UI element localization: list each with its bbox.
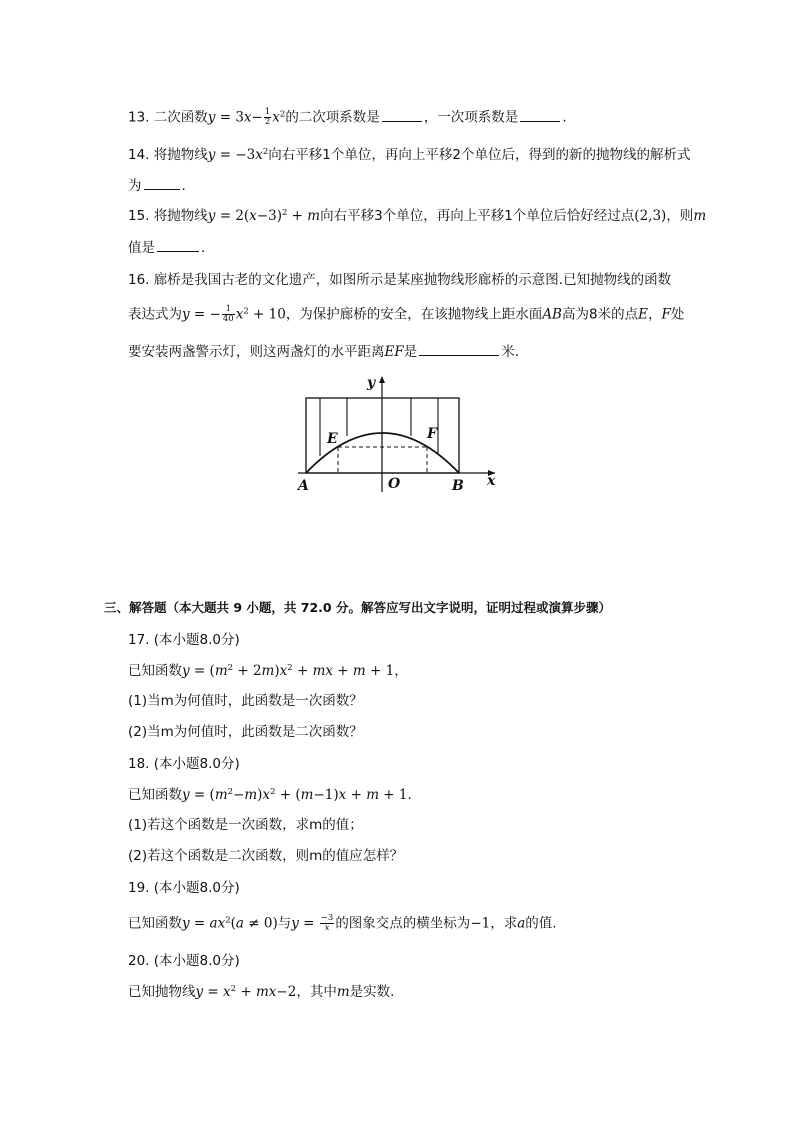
q14-line1: 14. 将抛物线$y = -3x^2$向右平移1个单位，再向上平移2个单位后，得到的新的抛物线的解析式	[128, 147, 691, 163]
q20-stem: 已知抛物线$y = x^2 + mx-2$，其中m是实数.	[128, 984, 395, 1000]
q16-line1: 16. 廊桥是我国古老的文化遗产，如图所示是某座抛物线形廊桥的示意图.已知抛物线的函数	[128, 272, 672, 288]
q17-head: 17. (本小题8.0分)	[128, 632, 240, 648]
question-number: 14.	[128, 147, 150, 163]
label-x: x	[487, 473, 496, 489]
section-heading: 三、解答题（本大题共 9 小题，共 72.0 分。解答应写出文字说明，证明过程或演算步骤）	[104, 600, 611, 615]
q17-part1: (1)当m为何值时，此函数是一次函数？	[128, 693, 363, 709]
q19-head: 19. (本小题8.0分)	[128, 880, 240, 896]
q18-part2: (2)若这个函数是二次函数，则m的值应怎样？	[128, 848, 404, 864]
q18-stem: 已知函数$y = (m^2-m)x^2 + (m-1)x + m + 1$.	[128, 787, 412, 803]
q13-text-2: 的二次项系数是	[285, 109, 380, 126]
answer-blank[interactable]	[520, 109, 560, 122]
q15-line2: 值是 .	[128, 240, 206, 256]
question-number: 15.	[128, 208, 150, 224]
answer-blank[interactable]	[382, 109, 422, 122]
q13-text-3: ，一次项系数是	[423, 109, 519, 126]
q17-part2: (2)当m为何值时，此函数是二次函数？	[128, 724, 363, 740]
label-f: F	[427, 426, 437, 442]
q19-stem: 已知函数$y = ax^2(a \ne 0)$与y = $\frac{-3}{x}$ 的图象交点的横坐标为−1，求a的值.	[128, 913, 557, 933]
y-axis-arrow	[379, 376, 385, 383]
q18-part1: (1)若这个函数是一次函数，求m的值；	[128, 817, 363, 833]
bridge-figure	[290, 370, 510, 495]
label-y: y	[367, 375, 376, 391]
answer-blank[interactable]	[157, 239, 199, 252]
q15-line1: 15. 将抛物线$y = 2(x-3)^2 + m$向右平移3个单位，再向上平移1个单位后恰好经过点(2,3)，则m	[128, 208, 707, 224]
label-a: A	[298, 478, 309, 494]
label-e: E	[327, 431, 338, 447]
label-b: B	[452, 478, 464, 494]
q13-line: 13. 二次函数y = 3x− $\frac{1}{2}$ $x^2$的二次项系数是 ，一次项系数是 .	[128, 107, 567, 127]
q16-line2: 表达式为y = − $\frac{1}{40}$ $x^2 + 10$，为保护廊桥的安全，在该抛物线上距水面AB高为8米的点E，F处	[128, 304, 685, 324]
q20-head: 20. (本小题8.0分)	[128, 953, 240, 969]
q17-stem: 已知函数$y = (m^2 + 2m)x^2$ + mx + m + 1，	[128, 663, 408, 679]
question-number: 16.	[128, 272, 150, 288]
answer-blank[interactable]	[144, 177, 180, 190]
q14-line2: 为 .	[128, 178, 186, 194]
q13-text: 二次函数	[153, 109, 208, 126]
label-o: O	[388, 476, 401, 492]
q18-head: 18. (本小题8.0分)	[128, 756, 240, 772]
answer-blank[interactable]	[419, 343, 499, 356]
question-number: 13.	[128, 109, 150, 126]
q16-line3: 要安装两盏警示灯，则这两盏灯的水平距离EF是 米.	[128, 344, 520, 360]
